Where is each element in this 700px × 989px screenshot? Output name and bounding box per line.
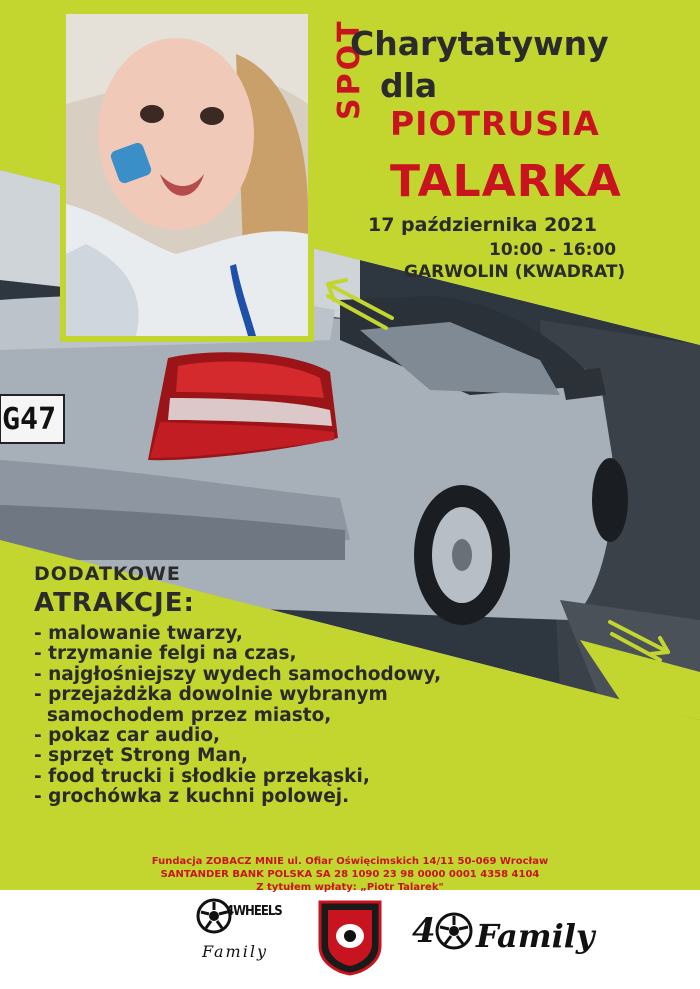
list-item: - food trucki i słodkie przekąski, — [34, 765, 370, 787]
foundation-address: Fundacja ZOBACZ MNIE ul. Ofiar Oświęcimskich 14/11 50-069 Wrocław — [151, 856, 549, 867]
beneficiary-last-name: TALARKA — [390, 156, 622, 207]
logo1-text: 4WHEELS — [226, 904, 282, 919]
title-line-1: Charytatywny — [350, 24, 609, 63]
spot-label: SPOT — [332, 18, 367, 120]
list-item: - malowanie twarzy, — [34, 623, 243, 644]
shield-emblem-icon — [314, 896, 386, 976]
event-hours: 10:00 - 16:00 — [489, 240, 617, 260]
event-date: 17 października 2021 — [368, 214, 597, 236]
rim-icon — [434, 911, 474, 951]
list-item: - najgłośniejszy wydech samochodowy, — [34, 663, 442, 685]
attractions-heading: ATRAKCJE: — [34, 588, 195, 618]
child-photo — [66, 14, 308, 336]
logo3-text: Family — [476, 917, 595, 955]
event-place: GARWOLIN (KWADRAT) — [404, 262, 626, 282]
attractions-heading-small: DODATKOWE — [34, 563, 181, 585]
beneficiary-first-name: PIOTRUSIA — [390, 104, 600, 143]
attractions-list — [34, 624, 554, 808]
list-item: samochodem przez miasto, — [34, 704, 332, 726]
license-plate: G47 — [2, 402, 57, 437]
bank-account: SANTANDER BANK POLSKA SA 28 1090 23 98 0000 0001 4358 4104 — [160, 869, 540, 880]
list-item: - trzymanie felgi na czas, — [34, 643, 297, 665]
logo3-number: 4 — [412, 911, 436, 951]
foundation-info — [0, 855, 700, 894]
list-item: - przejażdżka dowolnie wybranym — [34, 684, 388, 706]
payment-title: Z tytułem wpłaty: „Piotr Talarek" — [256, 882, 444, 893]
logo1-subtext: Family — [202, 942, 268, 961]
list-item: - pokaz car audio, — [34, 725, 221, 747]
list-item: - grochówka z kuchni polowej. — [34, 786, 350, 808]
4family-logo — [412, 905, 595, 965]
title-line-2: dla — [380, 66, 438, 105]
4wheels-family-logo — [196, 898, 286, 968]
list-item: - sprzęt Strong Man, — [34, 745, 249, 767]
